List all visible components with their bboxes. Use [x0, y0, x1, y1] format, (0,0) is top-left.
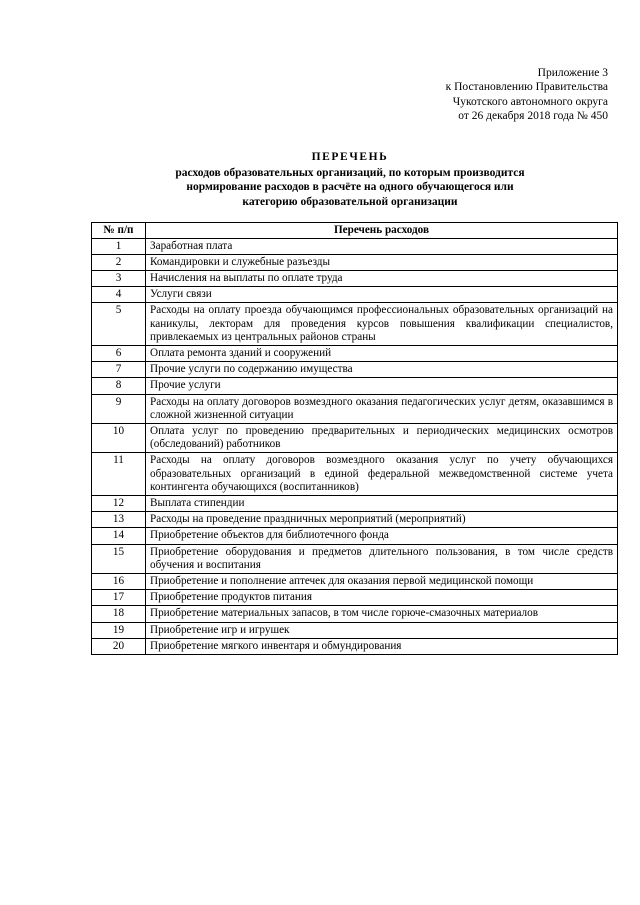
appendix-header [418, 66, 608, 123]
table-row [92, 423, 618, 452]
subtitle-line: нормирование расходов в расчёте на одного обучающегося или [186, 181, 514, 194]
table-header-row [92, 223, 618, 239]
table-row [92, 573, 618, 589]
expense-item: Расходы на оплату договоров возмездного оказания услуг по учету обучающихся образовательных организаций в единой федеральной межведомственной системе учета контингента обучающихся (воспитанников) [146, 453, 618, 496]
row-number: 12 [92, 495, 146, 511]
table-row [92, 303, 618, 346]
expense-item: Расходы на оплату проезда обучающимся профессиональных образовательных организаций на каникулы, лекторам для проведения курсов повышения квалификации специалистов, привлекаемых из центральных районов страны [146, 303, 618, 346]
expense-item: Начисления на выплаты по оплате труда [146, 270, 618, 286]
table-row [92, 622, 618, 638]
row-number: 11 [92, 453, 146, 496]
row-number: 7 [92, 362, 146, 378]
appendix-line: Чукотского автономного округа [452, 95, 608, 108]
row-number: 2 [92, 254, 146, 270]
expense-item: Выплата стипендии [146, 495, 618, 511]
row-number: 15 [92, 544, 146, 573]
table-row [92, 590, 618, 606]
row-number: 3 [92, 270, 146, 286]
table-row [92, 544, 618, 573]
row-number: 1 [92, 238, 146, 254]
expense-item: Приобретение игр и игрушек [146, 622, 618, 638]
table-row [92, 238, 618, 254]
expenses-table [91, 222, 618, 655]
row-number: 9 [92, 394, 146, 423]
table-row [92, 495, 618, 511]
table-row [92, 394, 618, 423]
expense-item: Оплата ремонта зданий и сооружений [146, 345, 618, 361]
appendix-line: к Постановлению Правительства [445, 81, 608, 94]
table-row [92, 270, 618, 286]
table-row [92, 378, 618, 394]
row-number: 8 [92, 378, 146, 394]
expense-item: Командировки и служебные разъезды [146, 254, 618, 270]
column-header-number: № п/п [92, 223, 146, 239]
expense-item: Заработная плата [146, 238, 618, 254]
row-number: 14 [92, 528, 146, 544]
row-number: 4 [92, 287, 146, 303]
expense-item: Расходы на проведение праздничных мероприятий (мероприятий) [146, 512, 618, 528]
expense-item: Оплата услуг по проведению предварительных и периодических медицинских осмотров (обследований) работников [146, 423, 618, 452]
document-title [110, 150, 590, 209]
expense-item: Приобретение и пополнение аптечек для оказания первой медицинской помощи [146, 573, 618, 589]
page-title: ПЕРЕЧЕНЬ [311, 151, 389, 163]
row-number: 17 [92, 590, 146, 606]
row-number: 18 [92, 606, 146, 622]
row-number: 19 [92, 622, 146, 638]
row-number: 20 [92, 638, 146, 654]
table-row [92, 528, 618, 544]
column-header-expenses: Перечень расходов [146, 223, 618, 239]
row-number: 13 [92, 512, 146, 528]
row-number: 6 [92, 345, 146, 361]
table-row [92, 362, 618, 378]
row-number: 5 [92, 303, 146, 346]
table-body [92, 238, 618, 654]
expense-item: Прочие услуги [146, 378, 618, 394]
subtitle-line: категорию образовательной организации [242, 195, 458, 208]
table-row [92, 638, 618, 654]
table-row [92, 287, 618, 303]
expense-item: Услуги связи [146, 287, 618, 303]
row-number: 16 [92, 573, 146, 589]
table-row [92, 453, 618, 496]
expense-item: Приобретение мягкого инвентаря и обмундирования [146, 638, 618, 654]
expense-item: Приобретение объектов для библиотечного фонда [146, 528, 618, 544]
appendix-line: Приложение 3 [537, 67, 608, 79]
row-number: 10 [92, 423, 146, 452]
expense-item: Приобретение оборудования и предметов длительного пользования, в том числе средств обучения и воспитания [146, 544, 618, 573]
expense-item: Приобретение материальных запасов, в том числе горюче-смазочных материалов [146, 606, 618, 622]
expense-item: Приобретение продуктов питания [146, 590, 618, 606]
table-row [92, 606, 618, 622]
subtitle-line: расходов образовательных организаций, по которым производится [175, 166, 525, 179]
table-row [92, 345, 618, 361]
expense-item: Прочие услуги по содержанию имущества [146, 362, 618, 378]
expense-item: Расходы на оплату договоров возмездного оказания педагогических услуг детям, оказавшимся в сложной жизненной ситуации [146, 394, 618, 423]
appendix-line: от 26 декабря 2018 года № 450 [458, 109, 608, 122]
table-row [92, 254, 618, 270]
table-row [92, 512, 618, 528]
